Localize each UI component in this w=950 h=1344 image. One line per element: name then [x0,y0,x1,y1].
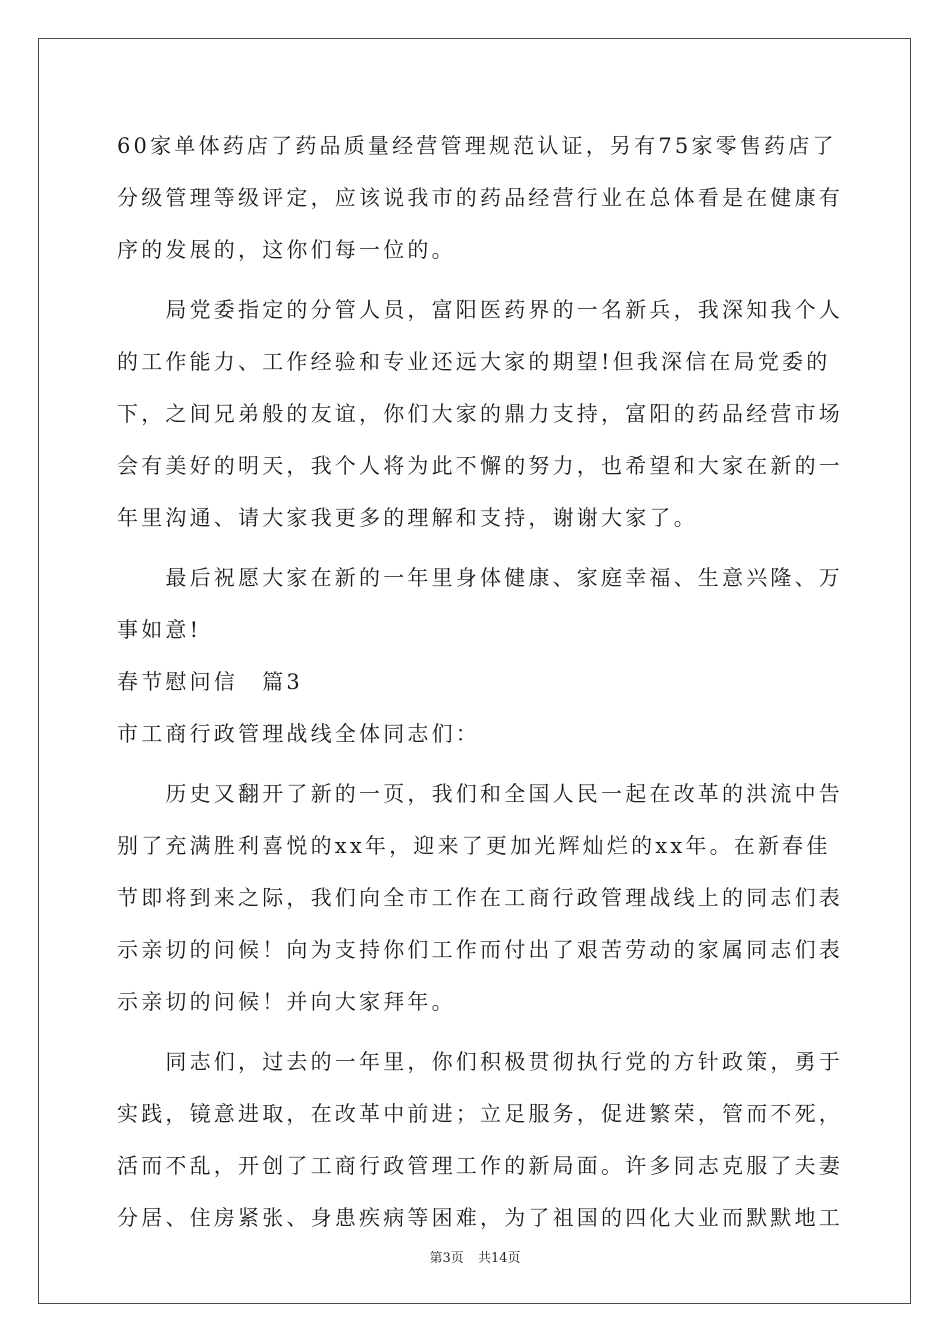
text-line: 下，之间兄弟般的友谊，你们大家的鼎力支持，富阳的药品经营市场 [117,402,843,426]
page-total: 共14页 [477,1251,521,1266]
text-line: 60家单体药店了药品质量经营管理规范认证，另有75家零售药店了 [117,134,837,158]
salutation: 市工商行政管理战线全体同志们： [117,722,480,746]
page-number: 第3页 [429,1251,464,1266]
text-line: 同志们，过去的一年里，你们积极贯彻执行党的方针政策，勇于 [117,1050,843,1074]
text-line: 节即将到来之际，我们向全市工作在工商行政管理战线上的同志们表 [117,886,843,910]
text-line: 年里沟通、请大家我更多的理解和支持，谢谢大家了。 [117,506,698,530]
text-line: 序的发展的，这你们每一位的。 [117,238,456,262]
text-line: 实践，镜意进取，在改革中前进；立足服务，促进繁荣，管而不死， [117,1102,843,1126]
text-line: 局党委指定的分管人员，富阳医药界的一名新兵，我深知我个人 [117,298,843,322]
text-line: 别了充满胜利喜悦的xx年，迎来了更加光辉灿烂的xx年。在新春佳 [117,834,831,858]
section-heading: 春节慰问信 篇3 [117,670,303,694]
text-line: 活而不乱，开创了工商行政管理工作的新局面。许多同志克服了夫妻 [117,1154,843,1178]
text-line: 分居、住房紧张、身患疾病等困难，为了祖国的四化大业而默默地工 [117,1206,843,1230]
text-line: 最后祝愿大家在新的一年里身体健康、家庭幸福、生意兴隆、万 [117,566,843,590]
text-line: 示亲切的问候！向为支持你们工作而付出了艰苦劳动的家属同志们表 [117,938,843,962]
text-line: 事如意! [117,618,202,642]
page-footer [0,1247,950,1266]
text-line: 的工作能力、工作经验和专业还远大家的期望!但我深信在局党委的 [117,350,831,374]
text-line: 示亲切的问候！并向大家拜年。 [117,990,456,1014]
text-line: 分级管理等级评定，应该说我市的药品经营行业在总体看是在健康有 [117,186,843,210]
text-line: 会有美好的明天，我个人将为此不懈的努力，也希望和大家在新的一 [117,454,843,478]
document-body [117,126,843,1250]
text-line: 历史又翻开了新的一页，我们和全国人民一起在改革的洪流中告 [117,782,843,806]
